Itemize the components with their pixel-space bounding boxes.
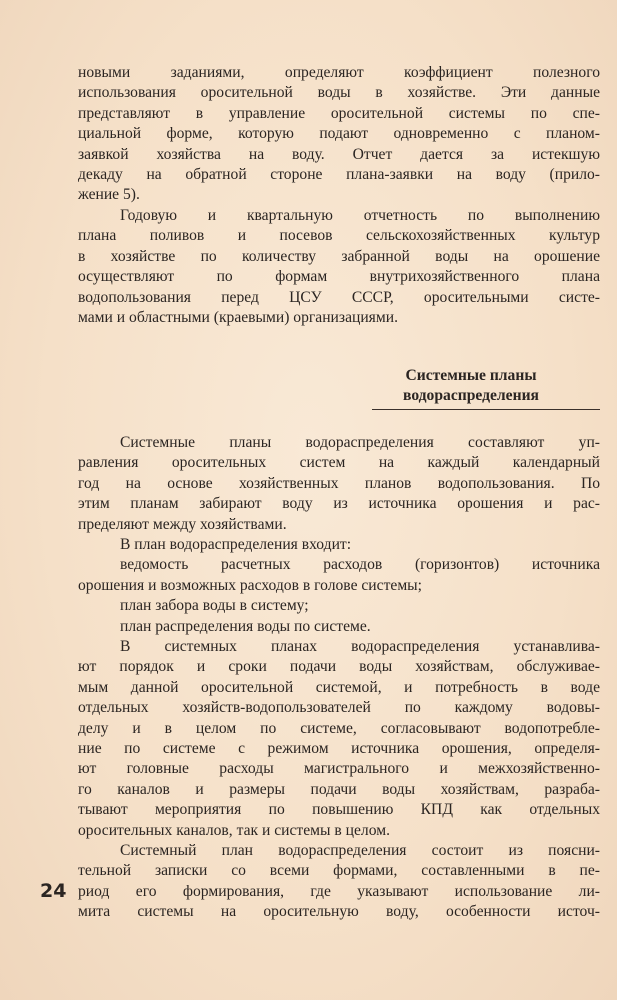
section-heading-line-2: водораспределения (403, 387, 539, 404)
text-line: тывают мероприятия по повышению КПД как отдельных (78, 801, 600, 819)
text-line: оросительных каналов, так и системы в целом. (78, 821, 390, 839)
text-line: делу и в целом по системе, согласовывают водопотребле- (78, 719, 600, 737)
section-heading (340, 366, 602, 406)
text-line: Годовую и квартальную отчетность по выполнению (120, 207, 600, 224)
text-line: заявкой хозяйства на воду. Отчет дается за истекшую (78, 145, 600, 163)
text-line: представляют в управление оросительной системы по спе- (78, 104, 600, 122)
text-line: мита системы на оросительную воду, особенности источ- (78, 903, 600, 921)
paragraph-3 (78, 433, 600, 535)
paragraph-4 (78, 637, 600, 841)
text-line: тельной записки со всеми формами, составленными в пе- (78, 862, 600, 880)
text-line: пределяют между хозяйствами. (78, 515, 287, 533)
list-item-continued: орошения и возможных расходов в голове системы; (78, 576, 422, 594)
paragraph-1 (78, 63, 600, 206)
text-line: этим планам забирают воду из источника орошения и рас- (78, 495, 600, 513)
text-line: ют порядок и сроки подачи воды хозяйствам, обслуживае- (78, 658, 600, 676)
text-line: В системных планах водораспределения устанавлива- (120, 638, 600, 655)
text-line: новыми заданиями, определяют коэффициент полезного (78, 64, 600, 81)
text-line: мым данной оросительной системой, и потребность в воде (78, 678, 600, 696)
text-line: водопользования перед ЦСУ СССР, оросительными систе- (78, 288, 600, 306)
text-line: жение 5). (78, 186, 140, 204)
text-line: ют головные расходы магистрального и межхозяйственно- (78, 760, 600, 778)
list-item: план распределения воды по системе. (120, 617, 371, 635)
text-line: плана поливов и посевов сельскохозяйственных культур (78, 227, 600, 245)
paragraph-2 (78, 206, 600, 328)
list-item: план забора воды в систему; (120, 597, 309, 615)
list-item: ведомость расчетных расходов (горизонтов) источника (120, 556, 600, 574)
text-line: мами и областными (краевыми) организациями. (78, 308, 398, 326)
paragraph-5 (78, 841, 600, 923)
text-line: осуществляют по формам внутрихозяйственного плана (78, 268, 600, 286)
text-line: год на основе хозяйственных планов водопользования. По (78, 474, 600, 492)
text-line: равления оросительных систем на каждый календарный (78, 454, 600, 472)
text-line: Системные планы водораспределения составляют уп- (120, 434, 600, 451)
plan-contents-list (78, 535, 600, 637)
text-line: декаду на обратной стороне плана-заявки на воду (прило- (78, 165, 600, 183)
text-line: отдельных хозяйств-водопользователей по каждому водовы- (78, 699, 600, 717)
text-line: циальной форме, которую подают одновременно с планом- (78, 125, 600, 143)
text-line: ние по системе с режимом источника орошения, определя- (78, 739, 600, 757)
text-line: Системный план водораспределения состоит из поясни- (120, 842, 600, 859)
text-line: в хозяйстве по количеству забранной воды на орошение (78, 247, 600, 265)
text-line: го каналов и размеры подачи воды хозяйствам, разраба- (78, 780, 600, 798)
text-line: риод его формирования, где указывают использование ли- (78, 882, 600, 900)
heading-underline (372, 409, 600, 410)
page-number: 24 (40, 880, 67, 902)
list-intro: В план водораспределения входит: (120, 536, 352, 553)
text-line: использования оросительной воды в хозяйстве. Эти данные (78, 84, 600, 102)
section-heading-line-1: Системные планы (405, 367, 537, 384)
